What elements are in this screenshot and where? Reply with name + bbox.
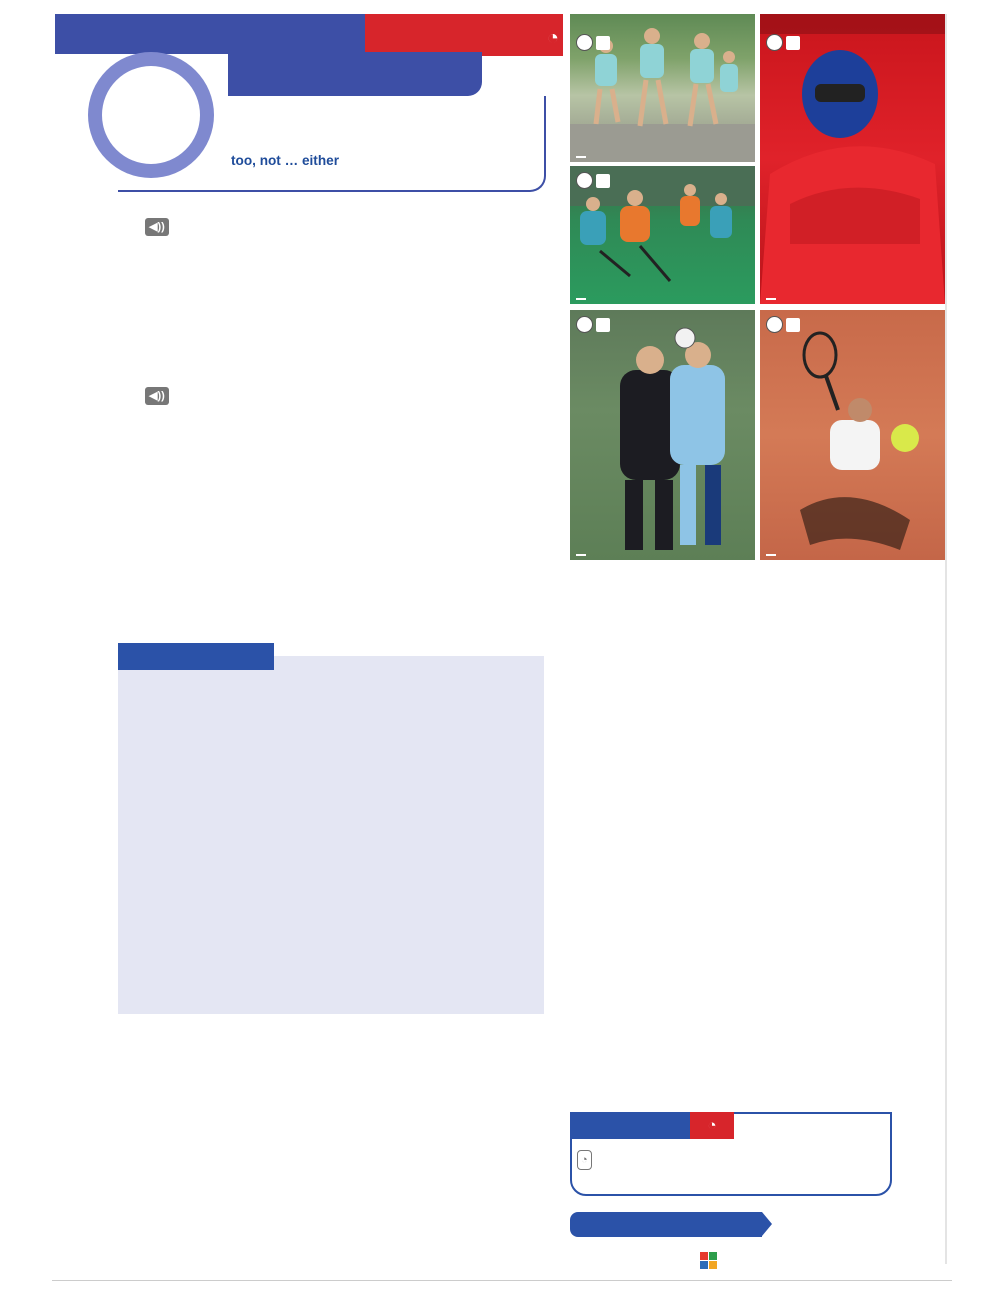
use-of-english-link[interactable] xyxy=(570,1212,762,1237)
photo-letter xyxy=(576,172,593,189)
photo-caption xyxy=(576,298,586,300)
language-focus-tab xyxy=(118,643,274,670)
liveworksheets-logo xyxy=(700,1252,721,1269)
lesson-number xyxy=(102,66,200,164)
photo-caption xyxy=(576,156,586,158)
page-edge xyxy=(945,14,947,1264)
audio-icon[interactable]: ◀)) xyxy=(145,387,169,405)
photo-letter xyxy=(766,316,783,333)
video-icon[interactable]: ◔ xyxy=(577,1150,592,1170)
ex4-instruction xyxy=(145,1193,545,1211)
racing-illustration xyxy=(760,14,945,304)
logo-grid-icon xyxy=(700,1252,717,1269)
photo-football xyxy=(570,310,755,560)
photo-motor-racing xyxy=(760,14,945,304)
photo-hockey xyxy=(570,166,755,304)
video-icon: ◔ xyxy=(546,27,559,49)
photo-caption xyxy=(766,554,776,556)
photo-marathon xyxy=(570,14,755,162)
vlog-video-icon: ◔ xyxy=(690,1112,734,1139)
football-illustration xyxy=(570,310,755,560)
photo-letter xyxy=(576,316,593,333)
can-do-statement: too, not … either xyxy=(231,153,339,168)
ex5-instruction xyxy=(597,577,927,595)
ex7-instruction xyxy=(597,1041,927,1077)
vlog-text xyxy=(577,1150,887,1170)
section-title xyxy=(228,52,482,96)
photo-tennis xyxy=(760,310,945,560)
photo-letter xyxy=(766,34,783,51)
language-focus-box xyxy=(118,656,544,1014)
answer-box[interactable] xyxy=(596,318,610,332)
ex2-instruction xyxy=(145,386,565,405)
photo-letter xyxy=(576,34,593,51)
answer-box[interactable] xyxy=(786,318,800,332)
answer-box[interactable] xyxy=(596,36,610,50)
answer-box[interactable] xyxy=(786,36,800,50)
ex6-instruction xyxy=(597,935,927,953)
video-banner xyxy=(365,14,563,56)
link-arrow-icon xyxy=(762,1212,772,1236)
tennis-illustration xyxy=(760,310,945,560)
photo-caption xyxy=(576,554,586,556)
ex1-instruction xyxy=(145,217,565,236)
divider xyxy=(52,1280,952,1281)
photo-caption xyxy=(766,298,776,300)
answer-box[interactable] xyxy=(596,174,610,188)
audio-icon[interactable]: ◀)) xyxy=(145,218,169,236)
